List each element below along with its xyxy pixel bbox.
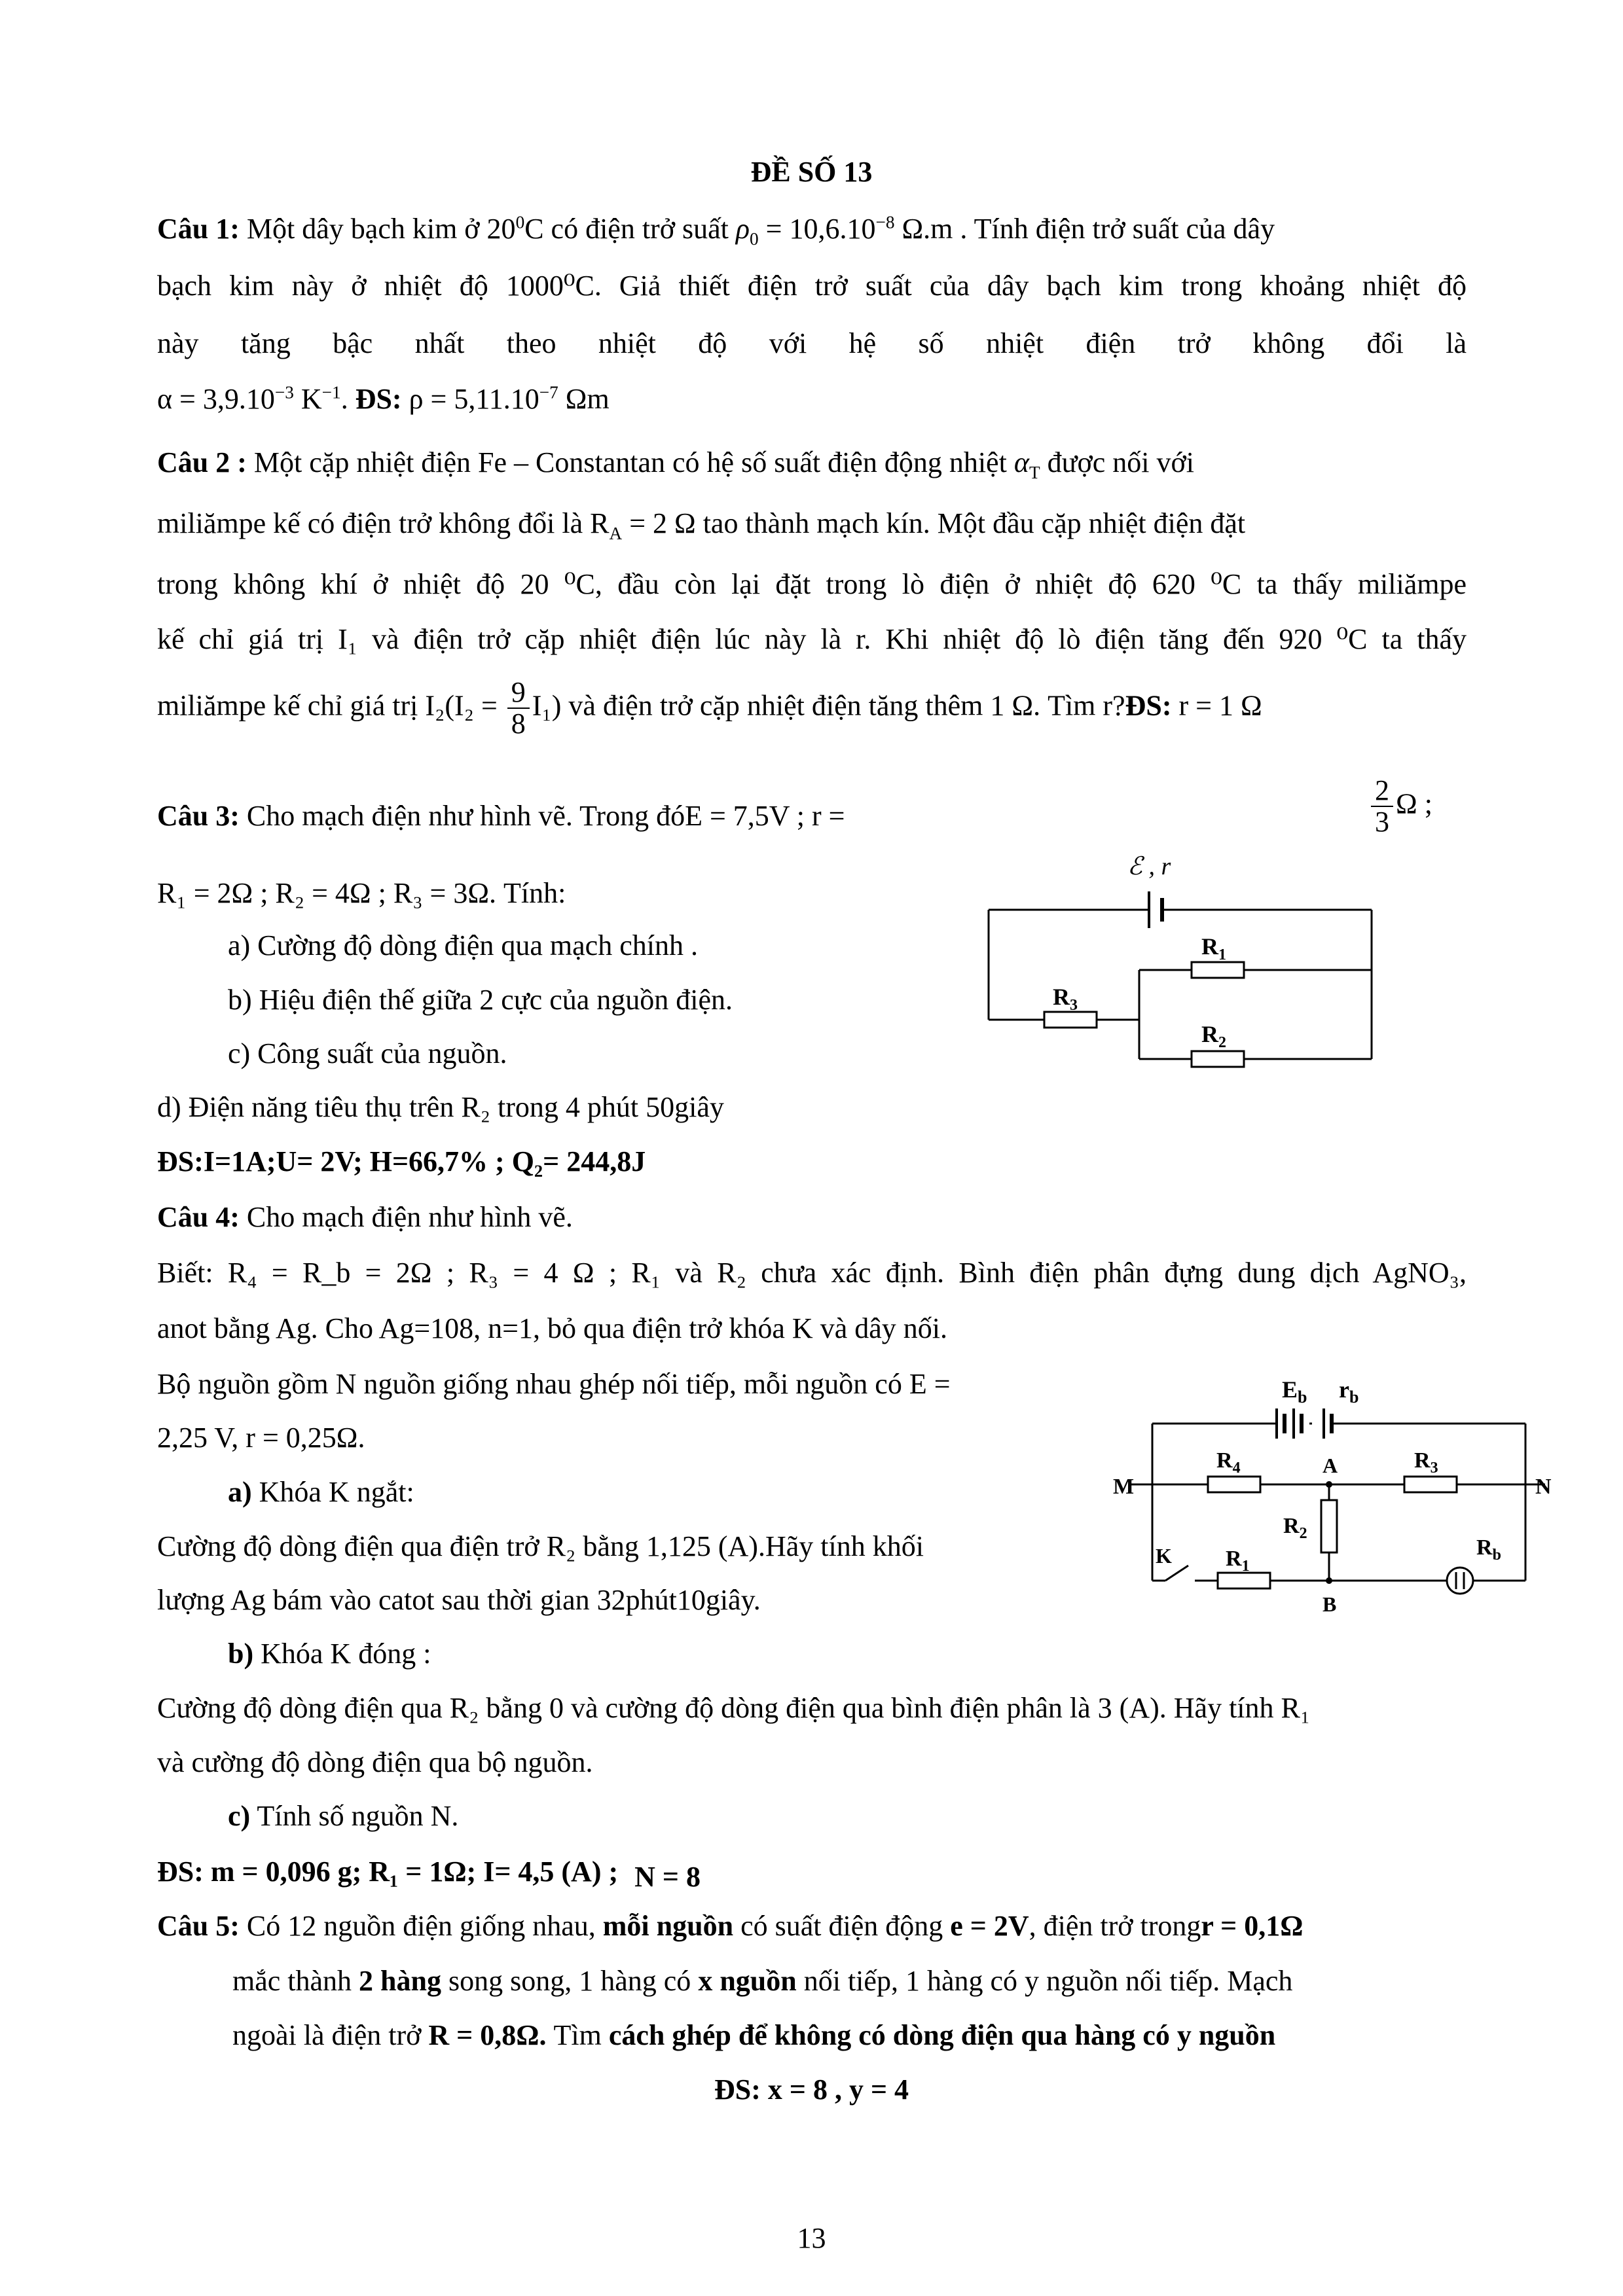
q1-text: Một dây bạch kim ở 20	[239, 213, 516, 245]
q2-text: I₁) và điện trở cặp nhiệt điện tăng thêm 1 Ω. Tìm r?	[532, 689, 1125, 722]
q5-bold: cách ghép để không có dòng điện qua hàng có y nguồn	[608, 2019, 1276, 2051]
q2-line-2	[157, 507, 1245, 541]
q3-fig-r3-label: $R_3$	[1053, 984, 1078, 1014]
page-number: 13	[797, 2222, 826, 2254]
q5-text: Tìm	[546, 2019, 609, 2051]
q4-part-a	[228, 1476, 414, 1509]
q1-answer: Ωm	[558, 383, 610, 415]
q2-label: Câu 2 :	[157, 446, 247, 478]
q1-text: = 10,6.10	[758, 213, 876, 245]
q3-fig-r1-label: $R_1$	[1201, 933, 1226, 963]
q2-frac-den: 8	[511, 708, 526, 740]
q4-node-a-dot	[1326, 1481, 1332, 1488]
q3-text: Ω ;	[1396, 787, 1432, 820]
q3-frac-den: 3	[1375, 806, 1389, 838]
q4-fig-eb-label: $E_b$	[1282, 1376, 1307, 1407]
q1-text: .	[340, 383, 348, 415]
q5-text: ngoài là điện trở	[232, 2019, 429, 2051]
q2-text: = 2 Ω tao thành mạch kín. Một đầu cặp nhiệt điện đặt	[622, 507, 1246, 539]
q2-line-3: trong không khí ở nhiệt độ 20 ⁰C, đầu còn lại đặt trong lò điện ở nhiệt độ 620 ⁰C ta thấy miliămpe	[157, 568, 1467, 600]
q1-label: Câu 1:	[157, 213, 240, 245]
q4-text: Khóa K đóng :	[253, 1638, 431, 1670]
q1-sup: −7	[539, 382, 558, 403]
q2-line-4: kế chỉ giá trị I₁ và điện trở cặp nhiệt điện lúc này là r. Khi nhiệt độ lò điện tăng đến 920 ⁰C ta thấy	[157, 623, 1467, 655]
q4-line-2: Biết: R₄ = R_b = 2Ω ; R₃ = 4 Ω ; R₁ và R₂ chưa xác định. Bình điện phân đựng dung dịch AgNO₃,	[157, 1257, 1467, 1289]
q5-line-3	[232, 2019, 1275, 2053]
q2-sub: T	[1029, 462, 1040, 482]
q3-fraction	[1371, 776, 1393, 837]
q5-text: có suất điện động	[733, 1910, 951, 1942]
q5-bold: R = 0,8Ω.	[428, 2019, 547, 2051]
q1-sup: −1	[321, 382, 341, 403]
page-title: ĐỀ SỐ 13	[750, 156, 873, 188]
q3-label: Câu 3:	[157, 800, 240, 832]
q5-text: song song, 1 hàng có	[441, 1965, 699, 1997]
q1-text: C có điện trở suất	[524, 213, 736, 245]
q1-sup: −3	[274, 382, 294, 403]
q1-sup: 0	[515, 212, 525, 232]
q1-text: α = 3,9.10	[157, 383, 275, 415]
q1-answer-label: ĐS:	[348, 383, 402, 415]
q3-item-a: a) Cường độ dòng điện qua mạch chính .	[228, 929, 698, 961]
q3-item-b: b) Hiệu điện thế giữa 2 cực của nguồn điện.	[228, 984, 733, 1016]
q3-fig-r2-label: $R_2$	[1201, 1021, 1226, 1051]
q4-fig-k-label: K	[1156, 1544, 1172, 1568]
q4-fig-r1-label: $R_1$	[1226, 1547, 1250, 1575]
q3-r-value	[1368, 776, 1432, 837]
q4-fig-m-label: M	[1113, 1475, 1135, 1499]
q1-sub: 0	[749, 228, 759, 249]
q5-answer: ĐS: x = 8 , y = 4	[714, 2073, 909, 2106]
q2-text: miliămpe kế có điện trở không đổi là	[157, 507, 591, 539]
q5-bold: e = 2V	[950, 1910, 1029, 1942]
q4-answer-text: ĐS: m = 0,096 g; R₁ = 1Ω; I= 4,5 (A) ;	[157, 1856, 619, 1888]
q4-answer	[157, 1856, 701, 1893]
q4-fig-rb-label: $r_b$	[1339, 1376, 1359, 1407]
q3-fig-source-label: ℰ , r	[1127, 853, 1171, 880]
q4-fig-r2-label: $R_2$	[1283, 1514, 1307, 1542]
q2-answer-label: ĐS:	[1125, 689, 1172, 722]
q2-text: miliămpe kế chỉ giá trị I₂(I₂ =	[157, 689, 505, 722]
q4-fig-a-label: A	[1322, 1454, 1338, 1477]
q4-fig-rb-cell-label: $R_b$	[1476, 1535, 1501, 1564]
q4-line-1	[157, 1201, 573, 1234]
q3-frac-num: 2	[1371, 776, 1393, 807]
q4-label: Câu 4:	[157, 1201, 240, 1233]
q4-part-c	[228, 1800, 458, 1833]
q5-line-1	[157, 1910, 1303, 1943]
q5-bold: mỗi nguồn	[602, 1910, 734, 1942]
q3-item-d: d) Điện năng tiêu thụ trên R₂ trong 4 phút 50giây	[157, 1091, 724, 1123]
q4-node-b-dot	[1326, 1577, 1332, 1584]
q5-text: Có 12 nguồn điện giống nhau,	[239, 1910, 603, 1942]
q1-text: K	[293, 383, 322, 415]
q4-text: Khóa K ngắt:	[251, 1476, 414, 1508]
q1-line-4	[157, 383, 610, 416]
q2-text: được nối với	[1040, 446, 1194, 478]
q4-text: Cho mạch điện như hình vẽ.	[239, 1201, 573, 1233]
q1-rho: ρ	[735, 213, 750, 245]
q1-line-3: này tăng bậc nhất theo nhiệt độ với hệ số nhiệt điện trở không đổi là	[157, 327, 1467, 359]
q5-bold: 2 hàng	[359, 1965, 441, 1997]
q4-part-b-line-2: và cường độ dòng điện qua bộ nguồn.	[157, 1746, 593, 1778]
q4-fig-b-label: B	[1322, 1592, 1337, 1616]
q4-part-b-label: b)	[228, 1638, 254, 1670]
q5-text: , điện trở trong	[1029, 1910, 1201, 1942]
q3-circuit-diagram	[982, 851, 1388, 1086]
q4-part-b	[228, 1638, 431, 1671]
q2-line-5	[157, 677, 1262, 739]
q5-text: nối tiếp, 1 hàng có y nguồn nối tiếp. Mạch	[796, 1965, 1293, 1997]
q2-text: R	[590, 507, 610, 539]
q4-part-c-label: c)	[228, 1800, 251, 1832]
q1-line-1	[157, 212, 1275, 249]
q2-frac-num: 9	[507, 677, 530, 709]
q4-line-5: 2,25 V, r = 0,25Ω.	[157, 1422, 365, 1454]
q3-line-2: R₁ = 2Ω ; R₂ = 4Ω ; R₃ = 3Ω. Tính:	[157, 877, 566, 909]
q5-label: Câu 5:	[157, 1910, 240, 1942]
q3-answer: ĐS:I=1A;U= 2V; H=66,7% ; Q₂= 244,8J	[157, 1145, 646, 1177]
q2-answer: r = 1 Ω	[1171, 689, 1262, 722]
q2-line-1	[157, 446, 1194, 480]
q5-bold: x nguồn	[698, 1965, 797, 1997]
q4-fig-r4-label: $R_4$	[1216, 1448, 1241, 1477]
q3-line-1	[157, 800, 845, 833]
q4-part-a-line-1: Cường độ dòng điện qua điện trở R₂ bằng 1,125 (A).Hãy tính khối	[157, 1530, 924, 1562]
q5-bold: r = 0,1Ω	[1201, 1910, 1304, 1942]
q2-sub: A	[609, 523, 623, 543]
q3-item-c: c) Công suất của nguồn.	[228, 1037, 507, 1069]
q4-part-a-label: a)	[228, 1476, 252, 1508]
q2-alpha: α	[1013, 446, 1029, 478]
q4-line-4: Bộ nguồn gồm N nguồn giống nhau ghép nối tiếp, mỗi nguồn có E =	[157, 1368, 951, 1400]
q1-sup: −8	[875, 212, 895, 232]
q4-text: Tính số nguồn N.	[250, 1800, 459, 1832]
q4-fig-n-label: N	[1535, 1475, 1552, 1499]
q3-text: Cho mạch điện như hình vẽ. Trong đóE = 7,5V ; r =	[239, 800, 845, 832]
q1-text: Ω.m . Tính điện trở suất của dây	[894, 213, 1275, 245]
q4-part-b-line-1: Cường độ dòng điện qua R₂ bằng 0 và cường độ dòng điện qua bình điện phân là 3 (A). Hãy tính R₁	[157, 1692, 1311, 1724]
q4-part-a-line-2: lượng Ag bám vào catot sau thời gian 32phút10giây.	[157, 1584, 761, 1616]
q5-line-2	[232, 1965, 1292, 1998]
q4-answer-n: N = 8	[634, 1861, 701, 1893]
q1-line-2: bạch kim này ở nhiệt độ 1000⁰C. Giả thiết điện trở suất của dây bạch kim trong khoảng nhiệt độ	[157, 270, 1467, 302]
q4-line-3: anot bằng Ag. Cho Ag=108, n=1, bỏ qua điện trở khóa K và dây nối.	[157, 1312, 947, 1344]
q4-fig-r3-label: $R_3$	[1414, 1448, 1438, 1477]
q4-circuit-diagram	[1113, 1355, 1558, 1630]
q2-fraction	[507, 677, 530, 739]
q5-text: mắc thành	[232, 1965, 359, 1997]
q1-answer: ρ = 5,11.10	[401, 383, 539, 415]
q2-text: Một cặp nhiệt điện Fe – Constantan có hệ số suất điện động nhiệt	[246, 446, 1014, 478]
